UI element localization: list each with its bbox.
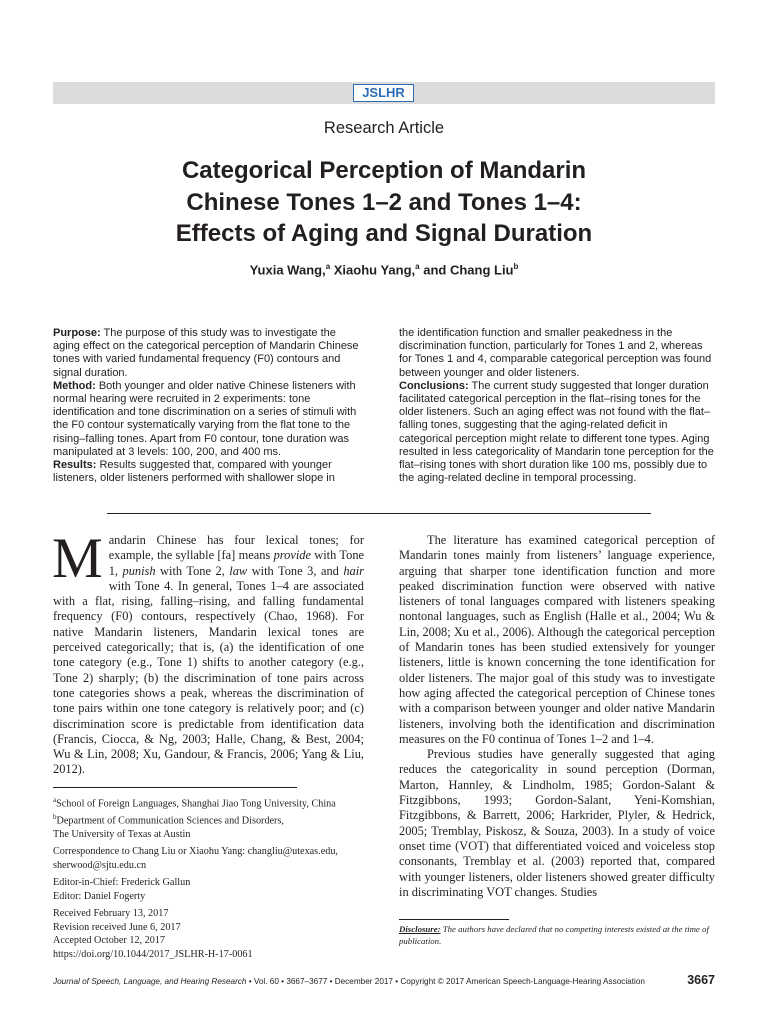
author-affiliation-marker: a <box>325 262 331 271</box>
abstract-divider <box>107 513 651 514</box>
disclosure-text: The authors have declared that no competing interests existed at the time of publication. <box>399 924 709 946</box>
disclosure-note <box>399 924 715 947</box>
abstract-conclusions-text: The current study suggested that longer duration facilitated categorical perception in the flat–rising tones for the older listeners. Such an aging effect was not found with the flat–falling tones, suggesting that the aging-related deficit in categorical perception might relate to different tone types. Aging resulted in less categoricality of Mandarin tone perception for the flat–rising tones with short duration like 100 ms, possibly due to the aging-related decline in temporal processing. <box>399 379 714 485</box>
author-separator: and <box>419 262 450 278</box>
accepted-date: Accepted October 12, 2017 <box>53 935 166 947</box>
abstract-left-column <box>53 327 361 485</box>
abstract-purpose-text: The purpose of this study was to investigate the aging effect on the categorical perception of Mandarin Chinese tones with varied fundamental frequency (F0) contours and signal duration. <box>53 327 359 379</box>
article-type-label: Research Article <box>323 119 445 137</box>
body-text: with Tone 4. In general, Tones 1–4 are associated with a flat, rising, falling–rising, and falling fundamental frequency (F0) contours, respectively (Chao, 1968). For native Mandarin listeners, Mandarin lexical tones are perceived categorically; that is, (a) the identification of one tone category (e.g., Tone 1) shifts to another category (e.g., Tone 2) sharply; (b) the discrimination of tone pairs across tone categories shows a peak, whereas the discrimination of tone pairs within one tone category is relatively poor; and (c) discrimination score is predictable from identification data (Francis, Ciocca, & Ng, 2003; Halle, Chang, & Best, 2004; Wu & Lin, 2008; Xu, Gandour, & Francis, 2006; Yang & Liu, 2012). <box>53 578 364 777</box>
body-paragraph: The literature has examined categorical perception of Mandarin tones mainly from listeners’ language experience, arguing that sharper tone identification function and more peaked discrimination function were observed with native listeners of tonal languages compared with listeners speaking nontonal languages, such as English (Halle et al., 2004; Wu & Lin, 2008; Xu et al., 2006). Although the categorical perception of Mandarin tones has been studied extensively for younger listeners, little is known concerning the tone identification for older listeners. The major goal of this study was to investigate how aging affected the categorical perception of Chinese tones with a comparison between younger and older native Mandarin listeners, involving both the identification and discrimination measures on the F0 continua of Tones 1–2 and 1–4. <box>399 533 715 746</box>
body-paragraph: Previous studies have generally suggested that aging reduces the categoricality in sound perception (Dorman, Marton, Hannley, & Lindholm, 1985; Gordon-Salant & Fitzgibbons, 1993; Gordon-Salant, Yeni-Komshian, Fitzgibbons, & Barrett, 2006; Harkrider, Plyler, & Hedrick, 2005; Tremblay, Piskosz, & Souza, 2003). In a study of voice onset time (VOT) that differentiated voiced and voiceless stop consonants, Tremblay et al. (2003) reported that, compared with younger listeners, older listeners showed greater difficulty in discriminating VOT changes. Studies <box>399 747 715 899</box>
author-name: Chang Liu <box>449 262 514 278</box>
body-italic-term: hair <box>343 563 364 578</box>
affiliation-b-institution: The University of Texas at Austin <box>53 828 191 840</box>
affiliation-marker: a <box>53 796 57 804</box>
revision-date: Revision received June 6, 2017 <box>53 921 181 933</box>
body-italic-term: law <box>229 563 248 578</box>
author-name: Xiaohu Yang, <box>333 262 416 278</box>
body-right-column <box>399 533 715 900</box>
abstract-results-text: Results suggested that, compared with younger listeners, older listeners performed with shallower slope in <box>53 459 335 485</box>
abstract-results-continuation: the identification function and smaller peakedness in the discrimination function, particularly for Tones 1 and 2, whereas for Tones 1 and 4, comparable categorical perception was found between younger and older listeners. <box>399 327 712 379</box>
affiliation-b: Department of Communication Sciences and Disorders, <box>56 815 284 827</box>
affiliation-marker: b <box>53 812 57 821</box>
abstract-method-label: Method: <box>53 379 96 392</box>
title-line: Chinese Tones 1–2 and Tones 1–4: <box>186 188 582 216</box>
body-italic-term: punish <box>122 563 156 578</box>
affiliation-a: School of Foreign Languages, Shanghai Jiao Tong University, China <box>56 798 336 810</box>
abstract-right-column <box>399 327 715 485</box>
correspondence-line: Correspondence to Chang Liu or Xiaohu Yang: changliu@utexas.edu, <box>53 846 338 858</box>
author-affiliation-marker: a <box>415 262 420 271</box>
body-text: with Tone 3, and <box>247 563 344 578</box>
title-line: Categorical Perception of Mandarin <box>181 157 587 184</box>
article-title <box>100 155 668 250</box>
affiliations-block <box>53 794 373 961</box>
author-affiliation-marker: b <box>513 262 519 271</box>
disclosure-divider <box>399 919 509 920</box>
abstract-results-label: Results: <box>53 459 97 472</box>
body-text: with Tone 1, <box>108 548 365 578</box>
author-list <box>0 262 768 277</box>
body-text: andarin Chinese has four lexical tones; for example, the syllable [fa] means <box>108 533 364 563</box>
footer-journal-name: Journal of Speech, Language, and Hearing Research <box>53 977 247 986</box>
correspondence-email: sherwood@sjtu.edu.cn <box>53 859 147 871</box>
journal-badge: JSLHR <box>353 84 414 102</box>
editor: Editor: Daniel Fogerty <box>53 890 146 902</box>
body-text: with Tone 2, <box>155 563 230 578</box>
editor-in-chief: Editor-in-Chief: Frederick Gallun <box>53 877 191 889</box>
disclosure-label: Disclosure: <box>399 924 441 934</box>
doi-link[interactable]: https://doi.org/10.1044/2017_JSLHR-H-17-0061 <box>53 948 253 960</box>
drop-cap: M <box>52 527 103 590</box>
author-name: Yuxia Wang, <box>249 262 326 278</box>
body-left-column <box>52 527 365 778</box>
page-number: 3667 <box>687 973 715 987</box>
page-footer <box>53 977 663 986</box>
affiliations-divider <box>53 787 297 788</box>
abstract-method-text: Both younger and older native Chinese listeners with normal hearing were recruited in 2 experiments: tone identification and tone discrimination on a series of stimuli with the F0 contour systematically varying from the flat tone to the rising–falling tones. Apart from F0 contour, tone duration was manipulated at 3 levels: 100, 200, and 400 ms. <box>53 379 357 458</box>
title-line: Effects of Aging and Signal Duration <box>175 220 593 247</box>
body-paragraph <box>52 527 365 778</box>
footer-citation: • Vol. 60 • 3667–3677 • December 2017 • Copyright © 2017 American Speech-Language-Hearing Association <box>246 977 645 986</box>
body-italic-term: provide <box>273 548 311 563</box>
abstract-purpose-label: Purpose: <box>53 327 101 339</box>
received-date: Received February 13, 2017 <box>53 908 169 920</box>
abstract-conclusions-label: Conclusions: <box>399 379 469 392</box>
